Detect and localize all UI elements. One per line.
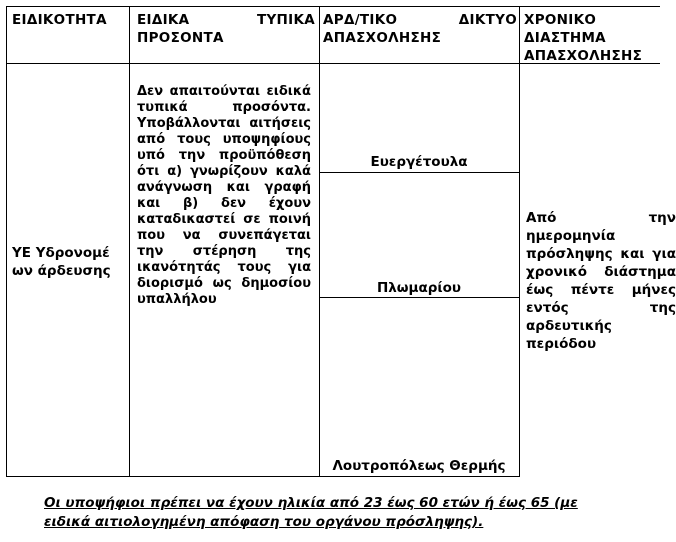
- header-qualifications: ΕΙΔΙΚΑ ΤΥΠΙΚΑ ΠΡΟΣΟΝΤΑ: [137, 12, 315, 46]
- column-divider-1: [129, 6, 130, 476]
- table-border-bottom: [6, 476, 520, 477]
- column-divider-2: [319, 6, 320, 476]
- header-network: ΑΡΔ/ΤΙΚΟ ΔΙΚΤΥΟ ΑΠΑΣΧΟΛΗΣΗΣ: [323, 12, 517, 46]
- specialty-cell: ΥΕ Υδρονομέων άρδευσης: [12, 245, 111, 279]
- network-loutropoleos-thermis: Λουτροπόλεως Θερμής: [332, 458, 506, 474]
- table-border-top: [6, 6, 660, 7]
- network-plomari: Πλωμαρίου: [376, 280, 462, 296]
- age-requirement-note: Οι υποψήφιοι πρέπει να έχουν ηλικία από 23 έως 60 ετών ή έως 65 (με ειδικά αιτιολογημένη απόφαση του οργάνου πρόσληψης).: [44, 495, 578, 530]
- period-cell: Από την ημερομηνία πρόσληψης και για χρονικό διάστημα έως πέντε μήνες εντός της αρδευτικής περιόδου: [526, 210, 676, 352]
- column-divider-3: [519, 6, 520, 476]
- table-border-left: [6, 6, 7, 476]
- qualifications-cell: Δεν απαιτούνται ειδικά τυπικά προσόντα. Υποβάλλονται αιτήσεις από τους υποψηφίους υπό την προϋπόθεση ότι α) γνωρίζουν καλά ανάγνωση και γραφή και β) δεν έχουν καταδικαστεί σε ποινή που να συνεπάγεται την στέρηση της ικανότητάς τους για διορισμό ως δημοσίου υπαλλήλου: [137, 84, 311, 307]
- header-period: ΧΡΟΝΙΚΟ ΔΙΑΣΤΗΜΑ ΑΠΑΣΧΟΛΗΣΗΣ: [524, 12, 643, 64]
- header-specialty: ΕΙΔΙΚΟΤΗΤΑ: [12, 12, 107, 28]
- network-divider-1: [319, 172, 519, 173]
- network-evergetoula: Ευεργέτουλα: [370, 154, 468, 170]
- network-divider-2: [319, 297, 519, 298]
